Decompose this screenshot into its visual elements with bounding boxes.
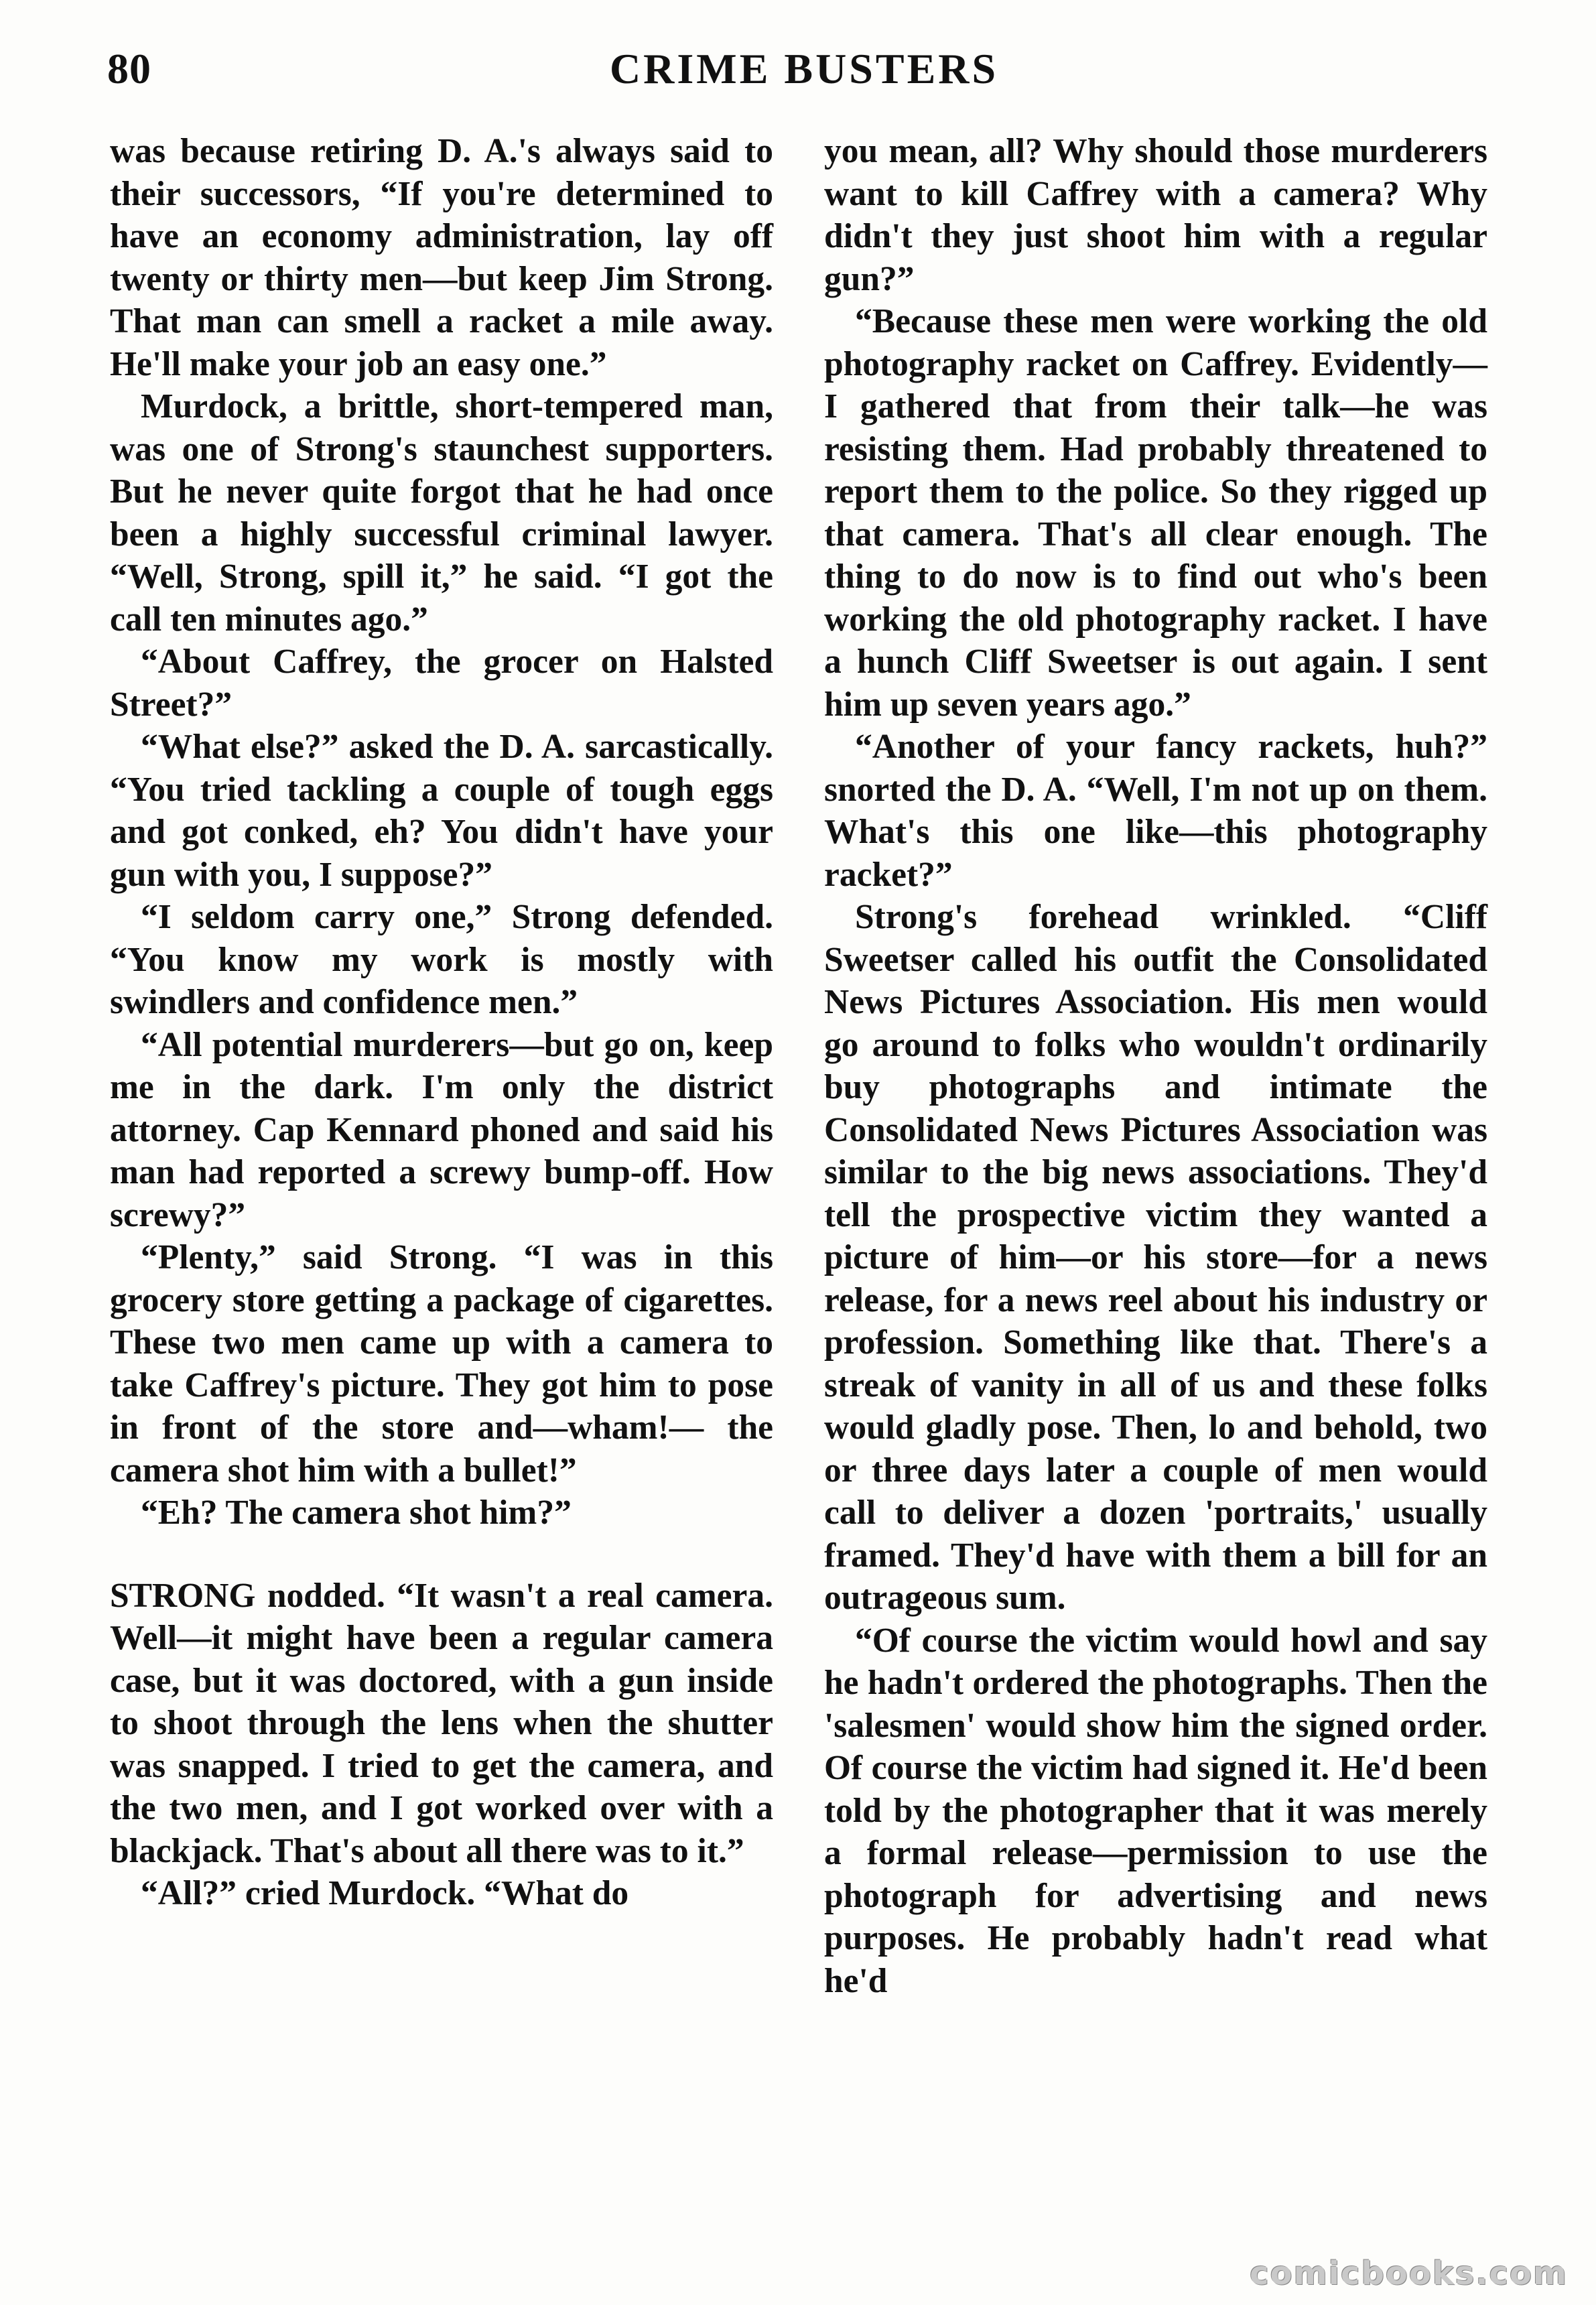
paragraph: “Eh? The camera shot him?” — [141, 1494, 572, 1532]
paragraph: “Because these men were working the old photography racket on Caffrey. Evidently—I gathered that from their talk—he was resisting them. Had probably threatened to report them to the police. So they rigged up that camera. That's all clear enough. The thing to do now is to find out who's been working the old photography racket. I have a hunch Cliff Sweetser is out again. I sent him up seven years ago.” — [824, 302, 1487, 724]
running-title: CRIME BUSTERS — [609, 45, 999, 92]
paragraph: was because retiring D. A.'s always said to their successors, “If you're determined to have an economy administration, lay off twenty or thirty men—but keep Jim Strong. That man can smell a racket a mile away. He'll make your job an easy one.” — [110, 132, 773, 383]
paragraph: “Another of your fancy rackets, huh?” snorted the D. A. “Well, I'm not up on them. What's this one like—this photography racket?” — [824, 728, 1487, 894]
section-break — [110, 1534, 773, 1575]
paragraph: “I seldom carry one,” Strong defended. “You know my work is mostly with swindlers and confidence men.” — [110, 898, 773, 1021]
watermark: comicbooks.com — [1250, 2255, 1568, 2292]
right-column — [824, 130, 1487, 2002]
paragraph: “All potential murderers—but go on, keep me in the dark. I'm only the district attorney. Cap Kennard phoned and said his man had reported a screwy bump-off. How screwy?” — [110, 1025, 773, 1234]
paragraph: STRONG nodded. “It wasn't a real camera. Well—it might have been a regular camera case, but it was doctored, with a gun inside to shoot through the lens when the shutter was snapped. I tried to get the camera, and the two men, and I got worked over with a blackjack. That's about all there was to it.” — [110, 1576, 773, 1870]
page-number: 80 — [107, 45, 151, 92]
left-column — [110, 130, 773, 1915]
paragraph: Strong's forehead wrinkled. “Cliff Sweetser called his outfit the Consolidated News Pictures Association. His men would go around to folks who wouldn't ordinarily buy photographs and intimate the Consolidated News Pictures Association was similar to the big news associations. They'd tell the prospective victim they wanted a picture of him—or his store—for a news release, for a news reel about his industry or profession. Something like that. There's a streak of vanity in all of us and these folks would gladly pose. Then, lo and behold, two or three days later a couple of men would call to deliver a dozen 'portraits,' usually framed. They'd have with them a bill for an outrageous sum. — [824, 898, 1487, 1617]
paragraph: Murdock, a brittle, short-tempered man, was one of Strong's staunchest supporters. But he never quite forgot that he had once been a highly successful criminal lawyer. “Well, Strong, spill it,” he said. “I got the call ten minutes ago.” — [110, 387, 773, 639]
page-header — [107, 44, 1501, 111]
paragraph: “Of course the victim would howl and say he hadn't ordered the photographs. Then the 'salesmen' would show him the signed order. Of course the victim had signed it. He'd been told by the photographer that it was merely a formal release—permission to use the photograph for advertising and news purposes. He probably hadn't read what he'd — [824, 1621, 1487, 2000]
paragraph: “What else?” asked the D. A. sarcastically. “You tried tackling a couple of tough eggs and got conked, eh? You didn't have your gun with you, I suppose?” — [110, 728, 773, 894]
paragraph: “About Caffrey, the grocer on Halsted Street?” — [110, 643, 773, 724]
paragraph: “Plenty,” said Strong. “I was in this grocery store getting a package of cigarettes. These two men came up with a camera to take Caffrey's picture. They got him to pose in front of the store and—wham!— the camera shot him with a bullet!” — [110, 1238, 773, 1490]
paragraph: “All?” cried Murdock. “What do — [141, 1874, 629, 1912]
paragraph: you mean, all? Why should those murderers want to kill Caffrey with a camera? Why didn't they just shoot him with a regular gun?” — [824, 132, 1487, 298]
